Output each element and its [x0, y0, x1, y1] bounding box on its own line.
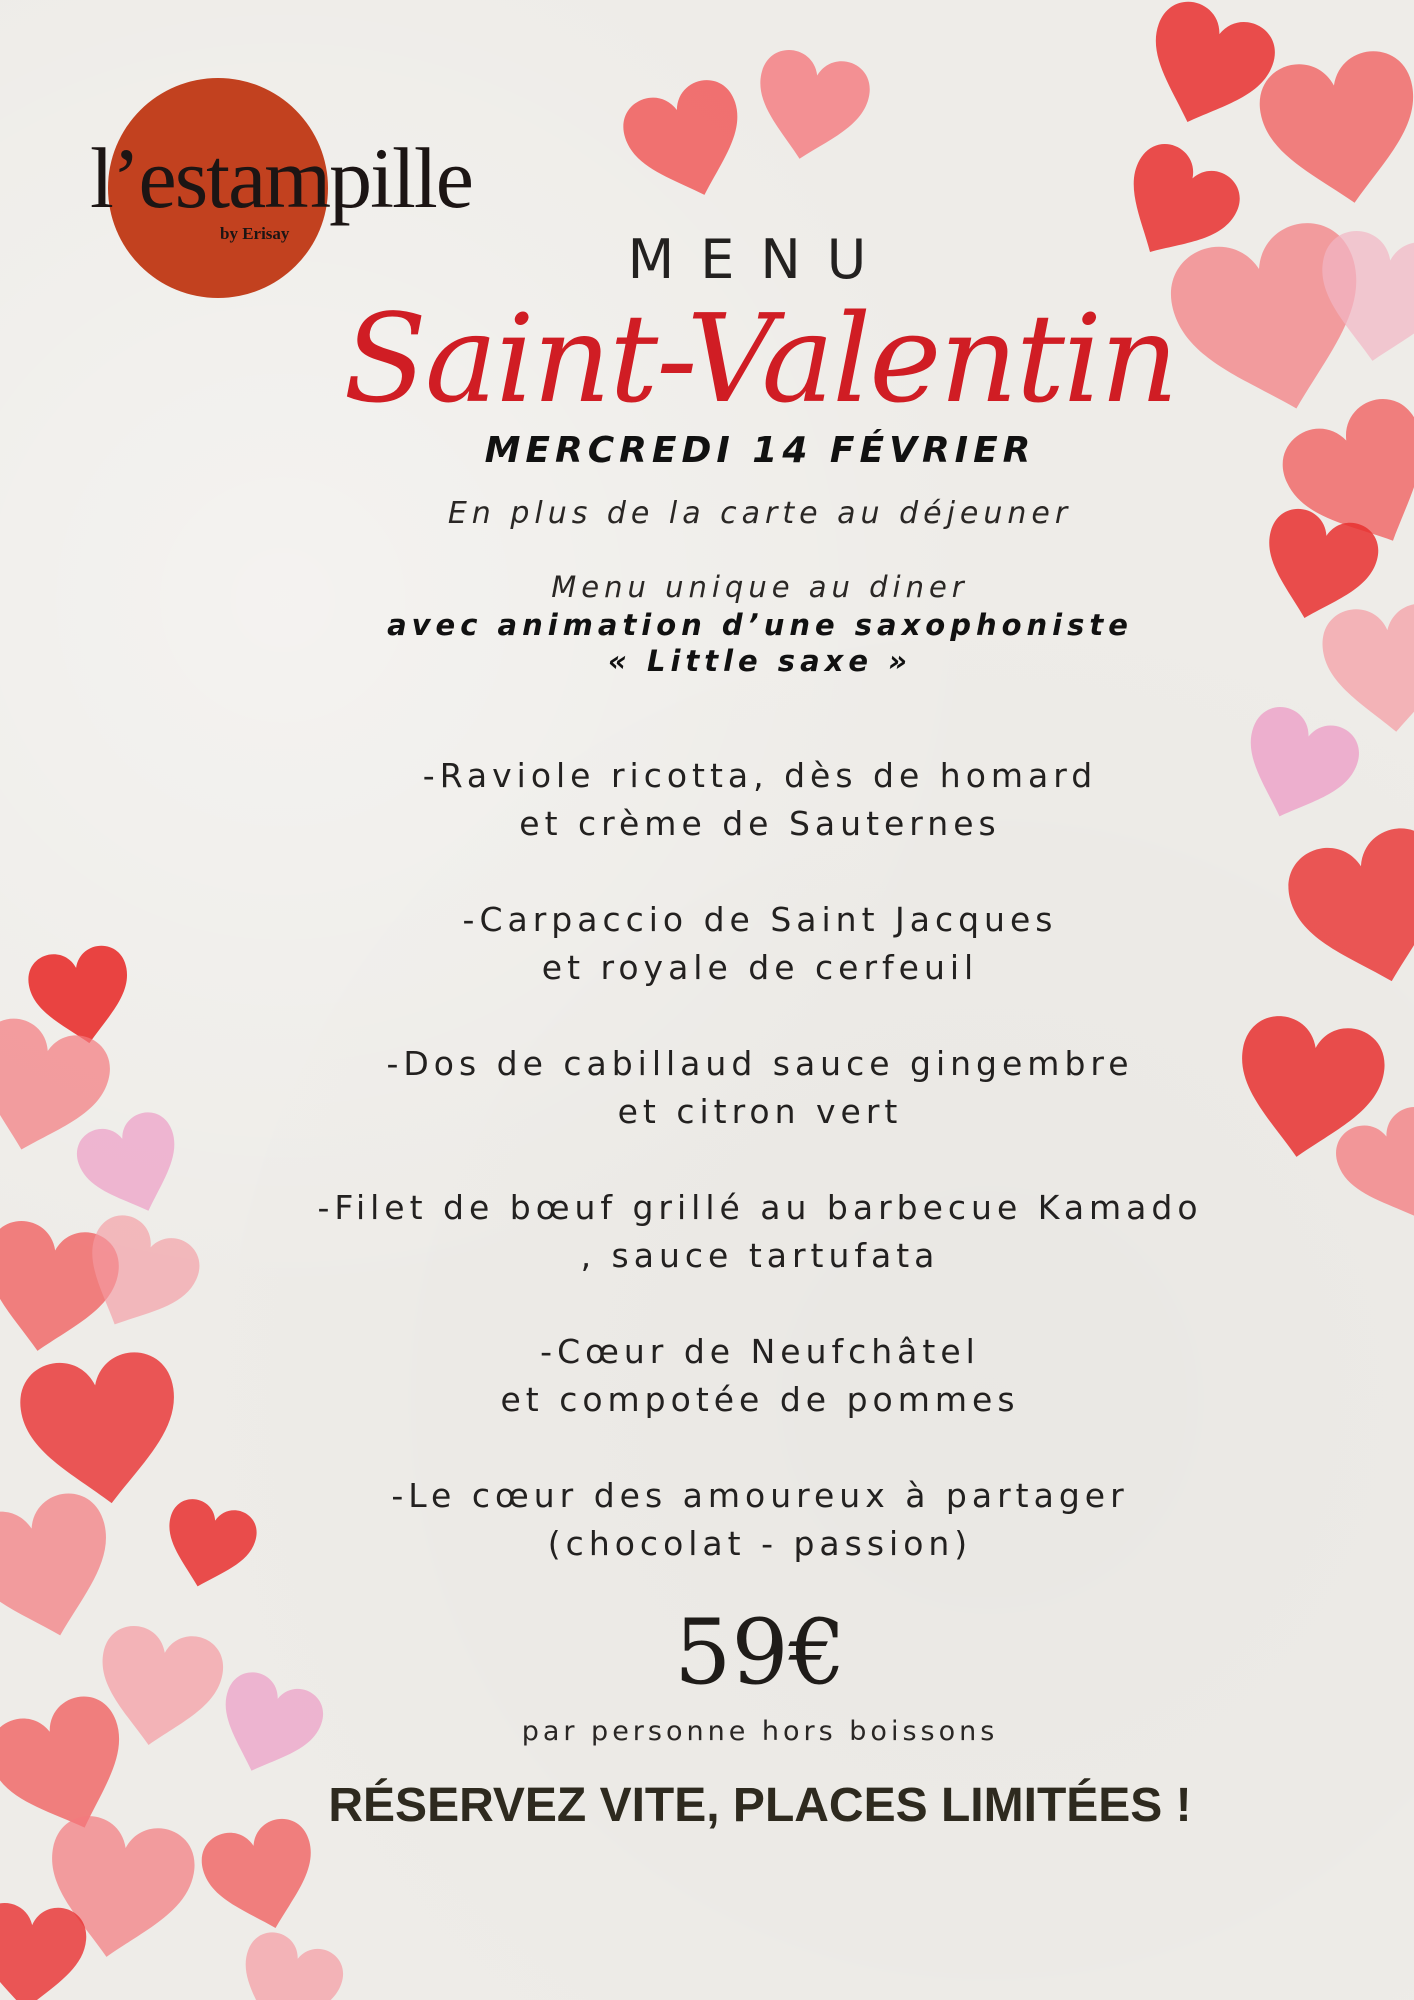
dish-line: -Le cœur des amoureux à partager	[391, 1476, 1129, 1515]
dish-line: , sauce tartufata	[580, 1236, 940, 1275]
heart-icon	[1320, 601, 1414, 738]
heart-icon	[746, 45, 875, 170]
heart-icon	[15, 1347, 188, 1514]
heart-icon	[225, 1925, 350, 2000]
dish-item	[260, 752, 1260, 896]
dish-line: et compotée de pommes	[500, 1380, 1020, 1419]
dish-line: -Cœur de Neufchâtel	[540, 1332, 980, 1371]
page-title: Saint-Valentin	[343, 288, 1177, 430]
heart-icon	[616, 73, 760, 213]
dish-line: -Filet de bœuf grillé au barbecue Kamado	[317, 1188, 1203, 1227]
logo-wordmark: l’estampille	[90, 130, 472, 226]
dish-line: -Carpaccio de Saint Jacques	[462, 900, 1058, 939]
dish-item	[260, 1472, 1260, 1616]
dish-line: et crème de Sauternes	[519, 804, 1001, 843]
dish-line: et royale de cerfeuil	[541, 948, 979, 987]
price-note: par personne hors boissons	[521, 1716, 999, 1747]
heart-icon	[1279, 820, 1414, 1001]
artist-name: « Little saxe »	[608, 644, 912, 678]
logo-subtitle: by Erisay	[220, 224, 290, 243]
reserve-callout: RÉSERVEZ VITE, PLACES LIMITÉES !	[328, 1779, 1192, 1832]
price: 59€	[674, 1600, 846, 1705]
heart-icon	[70, 1105, 195, 1227]
dish-item	[260, 896, 1260, 1040]
dish-line: -Dos de cabillaud sauce gingembre	[386, 1044, 1134, 1083]
animation-note: avec animation d’une saxophoniste	[387, 608, 1133, 642]
dish-list	[260, 752, 1260, 1616]
heart-icon	[1131, 0, 1284, 143]
dish-item	[260, 1328, 1260, 1472]
dish-line: et citron vert	[617, 1092, 903, 1131]
dinner-note: Menu unique au diner	[551, 570, 969, 604]
heart-icon	[1253, 45, 1414, 216]
heart-icon	[155, 1494, 262, 1598]
heart-icon	[0, 1901, 89, 2000]
event-date: MERCREDI 14 FÉVRIER	[484, 430, 1036, 471]
dish-item	[260, 1184, 1260, 1328]
heart-icon	[0, 1485, 129, 1653]
menu-heading: MENU	[627, 228, 893, 291]
dish-line: -Raviole ricotta, dès de homard	[422, 756, 1098, 795]
dish-line: (chocolat - passion)	[547, 1524, 973, 1563]
lunch-note: En plus de la carte au déjeuner	[447, 496, 1073, 531]
dish-item	[260, 1040, 1260, 1184]
